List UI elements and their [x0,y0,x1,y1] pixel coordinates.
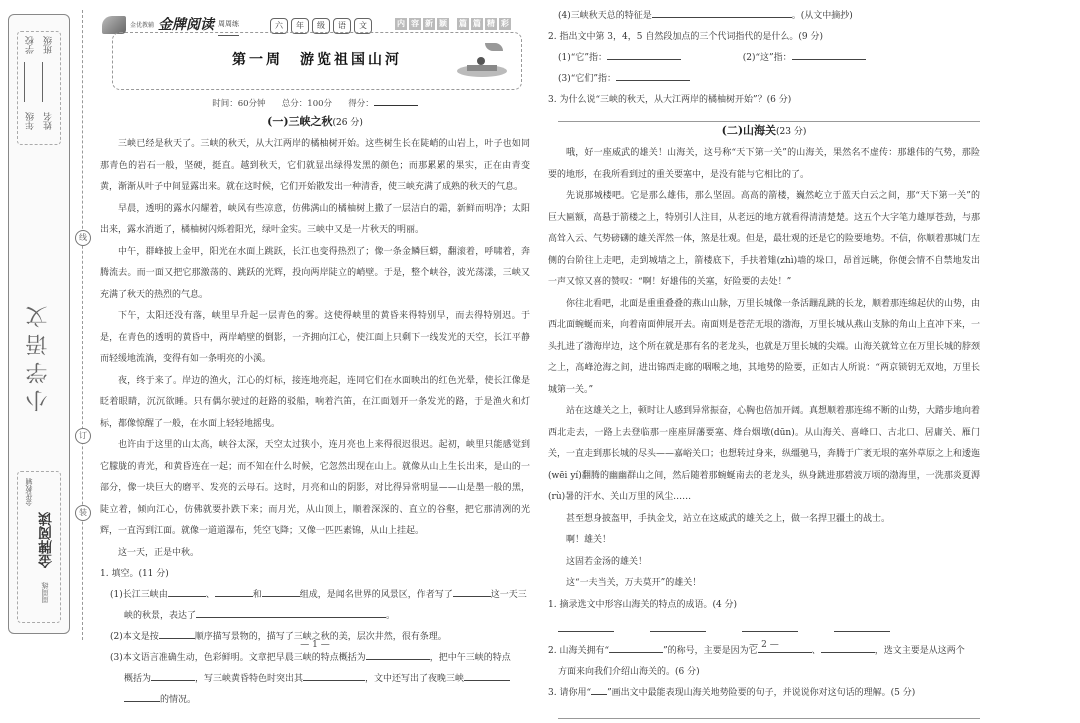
logo-name: 金牌阅读 [158,16,215,33]
question-s2-3 [548,683,980,704]
question-s2-2-cont: 方面来向我们介绍山海关的。(6 分) [558,666,700,677]
passage-paragraph: 啊！雄关！ [566,535,612,545]
q-text: 这一天三 [490,590,527,600]
q-text: (3)“它们”指： [558,74,616,84]
answer-blank[interactable] [652,7,792,18]
section-1-title-text: (一)三峡之秋 [267,115,333,128]
time-limit: 时间：60分钟 [212,99,266,109]
underline-sample [591,684,607,695]
q-text: (1)“它”指： [558,53,607,63]
passage-paragraph: 先说那城楼吧。它是那么雄伟，那么坚固。高高的箭楼，巍然屹立于蓝天白云之间，那“天下第一关”的巨大匾额，高悬于箭楼之上，特别引人注目，从老远的地方就看得清清楚楚。这五个大字笔力雄厚苍劲，与那高耸入云、气势磅礴的雄关浑然一体，煞是壮观。但是，最壮观的还是它的险要地势。不信，你顺着那城门左侧的台阶往上走吧，走到城墙之上，箭楼底下，手扶着雉(zhì)墙的垛口，昂首远眺，你便会情不自禁地发出一声又惊又喜的赞叹：“啊！好雄伟的关塞，好险要的去处！” [548,191,981,287]
q-text: ，选文主要是从这两个 [874,645,965,656]
answer-blank[interactable] [834,621,890,632]
passage-paragraph: 夜，终于来了。岸边的渔火，江心的灯标，接连地亮起，连同它们在水面映出的红色光晕，使长江像是眨着眼睛，沉沉欲睡。只有偶尔驶过的赶路的驳船，响着汽笛，在江面划开一条发光的路，于是渔火和灯标，都像惊醒了一般，在水面上轻轻地摇曳。 [100,375,530,429]
q-text: ，把中午三峡的特点 [429,653,511,663]
q-text: 、 [811,645,821,656]
answer-line[interactable] [558,718,980,719]
answer-blank[interactable] [303,670,365,681]
answer-blank[interactable] [215,586,253,597]
class-label: 班级 [44,36,54,54]
section-1-points: (26 分) [332,118,363,128]
page-number: — 2 — [749,640,779,650]
passage-paragraph: 你往北看吧，北面是重重叠叠的燕山山脉，万里长城像一条活蹦乱跳的长龙，顺着那连绵起伏的山势，由西北面蜿蜒而来，向着南面伸展开去。南面则是苍茫无垠的渤海，万里长城从燕山支脉的角山上直冲下来，一头扎进了渤海岸边，这个所在就是那有名的老龙头，也就是万里长城的尖端。山海关就耸立在万里长城的脖颈之上，高峰沧海之间，进出锦西走廊的咽喉之地，其地势的险要，正如古人所说：“两京锁钥无双地，万里长城第一关。” [548,298,981,395]
q-text: 概括为 [124,674,152,684]
section-2-points: (23 分) [776,127,807,137]
grade-tag: 年 [291,18,309,34]
promo-tags [395,18,511,30]
score-label: 得分： [348,99,374,109]
school-label: 学校 [26,36,36,54]
passage-paragraph: 也许由于这里的山太高，峡谷太深，天空太过狭小，连月亮也上来得很迟很迟。起初，峡里只能感觉到它朦胧的青光，和黄昏连在一起；而不知在什么时候，它忽然出现在山上。就像从山上生长出来，是山的一部分，像一块巨大的磨平、发亮的云母石。这时，月亮和山的阴影，对比得异常明显——山是墨一般的黑，陡立着，倾向江心，仿佛就要扑跌下来；而月光，从山顶上，顺着深深的、直立的谷壑，把它那清冽的光辉，一直泻到江面。就像一道道瀑布，凭空飞降；又像一匹匹素锦，从山上挂起。 [100,440,530,536]
passage-paragraph: 这一天，正是中秋。 [118,547,200,558]
q-text: (2)“这”指： [742,53,792,63]
answer-blank[interactable] [124,691,160,702]
question-1-4 [548,6,980,27]
section-2 [548,120,980,723]
q-text: 。 [386,611,396,621]
q-text: 组成，是闻名世界的风景区，作者写了 [299,590,453,600]
q-text: 和 [252,590,262,600]
score-field[interactable] [374,105,418,106]
promo-tag: 篇 [459,19,467,28]
q-text: ”画出文中最能表现山海关地势险要的句子，并说说你对这句话的理解。(5 分) [607,687,916,698]
promo-tag: 彩 [501,19,509,28]
q-text: 3. 请你用“ [548,687,592,698]
class-field[interactable] [42,62,43,102]
section-1-title [100,111,530,134]
promo-tag: 容 [411,19,419,28]
section-2-title [548,120,980,143]
logo-tag: 周周练 [218,14,239,36]
logo-small-text: 金优教辅 [130,21,155,29]
page-2 [548,0,981,698]
binding-cut-line [82,10,83,640]
binding-mark-staple: 订 [75,428,91,444]
total-score: 总分：100分 [281,99,333,109]
passage-paragraph: 中午，群峰披上金甲，阳光在水面上跳跃，长江也变得热烈了；像一条金鳞巨蟒，翻滚着，呼啸着，奔腾流去。而一面又把它那激荡的、跳跃的光辉，投向两岸陡立的峭壁。于是，整个峡谷，波光荡漾，三峡又充满了秋天的热烈的气息。 [100,246,530,300]
question-2-1-2 [548,48,980,69]
brand-name: 金牌阅读 [38,512,54,568]
section-2-title-text: (二)山海关 [721,124,777,137]
passage-paragraph: 三峡已经是秋天了。三峡的秋天，从大江两岸的橘柚树开始。这些树生长在陡峭的山岩上，叶子也如同那青色的岩石一般，坚硬，挺直。越到秋天，它们就显出绿得发黑的颜色；而那累累的果实，正在由青变黄，渐渐从叶子中间显露出来。就在这时候，它们开始散发出一种清香，使三峡充满了成熟的秋天的气息。 [100,139,530,192]
binding-mark-line: 线 [75,230,91,246]
q-text: ”的称号，主要是因为它 [663,645,758,656]
promo-tag: 内 [397,19,405,28]
name-label: 姓名 [44,112,54,130]
answer-blank[interactable] [650,621,706,632]
answer-blank[interactable] [196,607,386,618]
q-text: ，写三峡黄昏特色时突出其 [195,674,304,684]
promo-tag: 颖 [439,19,447,28]
brand-small: 金优教辅 [25,478,33,506]
q-text: (4)三峡秋天总的特征是 [558,11,652,21]
answer-blank[interactable] [616,70,690,81]
answer-blank[interactable] [168,586,206,597]
brand-tag: 周周练 [41,582,49,603]
brand-box [17,471,61,623]
q-text: 、 [205,590,215,600]
passage-paragraph: 下午，太阳还没有落，峡里早升起一层青色的雾。这使得峡里的黄昏来得特别早，而去得特别迟。于是，在青色的透明的黄昏中，两岸峭壁的倒影，一齐拥向江心，使江面上只剩下一线发光的天空，长江平静而轻缓地流淌，变得有如一条明亮的小溪。 [100,311,530,364]
grade-tag: 级 [312,18,330,34]
promo-tag: 精 [487,19,495,28]
answer-blank[interactable] [453,586,491,597]
passage-paragraph: 早晨，透明的露水闪耀着，峡风有些凉意，仿佛满山的橘柚树上撒了一层洁白的霜，新鲜而明净；太阳出来，露水消逝了，橘柚树闪烁着阳光，绿叶金实。三峡中又是一片秋天的明丽。 [100,203,530,235]
promo-tag: 篇 [473,19,481,28]
question-1-1 [100,585,530,606]
q-text: 。(从文中摘抄) [791,11,853,21]
q-text: 顺序描写景物的，描写了三峡之秋的美，层次井然，很有条理。 [194,632,447,642]
answer-blank[interactable] [792,49,866,60]
answer-blank[interactable] [151,670,195,681]
grade-tag: 文 [354,18,372,34]
q-text: 峡的秋景，表达了 [124,611,197,621]
q-text: ，文中还写出了夜晚三峡 [365,674,465,684]
student-info-box [17,31,61,145]
question-1-3-end [100,690,530,711]
question-s2-1: 1. 摘录选文中形容山海关的特点的成语。(4 分) [548,599,738,610]
passage-paragraph: 哦，好一座威武的雄关！山海关，这号称“天下第一关”的山海关，果然名不虚传：那雄伟的气势，那险要的地形，在我所看到过的重关要塞中，是没有能与它相比的了。 [548,148,980,180]
school-field[interactable] [24,62,25,102]
binding-mark-bind: 装 [75,505,91,521]
q-text: (1)长江三峡由 [110,590,168,600]
passage-paragraph: 站在这雄关之上，顿时让人感到异常振奋，心胸也倍加开阔。真想顺着那连绵不断的山势，大踏步地向着西北走去，一路上去登临那一座座屏藩要塞、烽台烟墩(dūn)。从山海关、喜峰口、古北口、居庸关、雁门关，一直走到那长城的尽头——嘉峪关口；也想转过身来，纵缰驰马，奔腾于广袤无垠的塞外草原之上和逶迤(wēi yí)翻腾的幽幽群山之间，然后随着那蜿蜒南去的老龙头，纵身跳进那碧波万顷的渤海里，一洗那炎夏溽(rù)暑的汗水、关山万里的风尘…… [548,406,981,502]
answer-blank[interactable] [464,670,510,681]
answer-blank[interactable] [742,621,798,632]
question-3: 3. 为什么说“三峡的秋天，从大江两岸的橘柚树开始”？(6 分) [548,95,792,105]
grade-tag: 六 [270,18,288,34]
page-1 [100,0,530,705]
subject-title: 小学语文 [26,300,51,412]
grade-tag: 语 [333,18,351,34]
question-1-1-cont [100,606,530,627]
question-1-3-cont [100,669,530,690]
week-title-banner [112,32,522,90]
answer-blank[interactable] [607,49,681,60]
question-2: 2. 指出文中第 3，4，5 自然段加点的三个代词指代的是什么。(9 分) [548,32,823,42]
reading-child-illustration-icon [457,43,507,79]
binding-strip [8,14,70,634]
q-text: (2)本文是按 [110,632,159,642]
q-text: (3)本文语言准确生动，色彩鲜明。文章把早晨三峡的特点概括为 [110,653,366,663]
question-1: 1. 填空。(11 分) [100,569,169,579]
section-1 [100,111,530,711]
grade-label: 年级 [26,112,36,130]
questions-continued [548,6,980,126]
answer-blank[interactable] [262,586,300,597]
passage-paragraph: 这固若金汤的雄关！ [566,556,648,567]
passage-paragraph: 这“一夫当关，万夫莫开”的雄关！ [566,578,702,588]
page-number: — 1 — [300,640,330,650]
passage-paragraph: 甚至想身披盔甲，手执金戈，站立在这威武的雄关之上，做一名捍卫疆土的战士。 [566,513,891,524]
answer-blank[interactable] [558,621,614,632]
question-2-3 [548,69,980,90]
q-text: 的情况。 [160,695,197,705]
q-text: 2. 山海关拥有“ [548,645,610,656]
promo-tag: 新 [425,19,433,28]
week-title: 第一周 游览祖国山河 [232,52,402,68]
